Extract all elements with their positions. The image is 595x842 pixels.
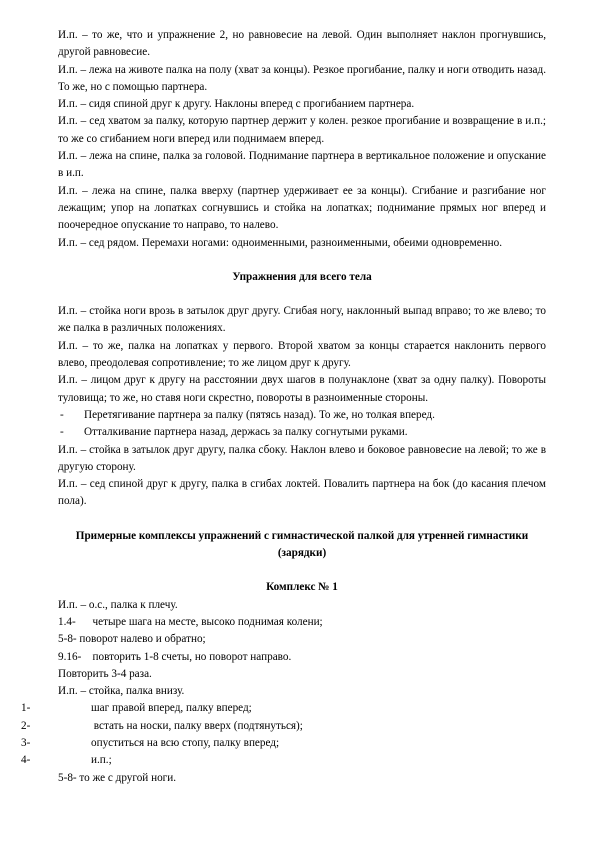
paragraph: И.п. – то же, палка на лопатках у первого. Второй хватом за концы старается наклонить первого влево, преодолевая сопротивление; то же лицом друг к другу. — [58, 339, 546, 370]
numbered-step — [21, 718, 546, 735]
dash-list-item — [58, 424, 546, 441]
paragraph: И.п. – стойка в затылок друг другу, палка сбоку. Наклон влево и боковое равновесие на левой; то же в другую сторону. — [58, 443, 546, 473]
document-page — [21, 27, 546, 787]
step-number: 3- — [21, 736, 31, 749]
numbered-step — [21, 752, 546, 769]
step-text: опуститься на всю стопу, палку вперед; — [91, 736, 280, 749]
paragraph: И.п. – лежа на животе палка на полу (хват за концы). Резкое прогибание, палку и ноги отводить назад. То же, но с помощью партнера. — [58, 63, 546, 93]
numbered-step — [21, 700, 546, 717]
exercise-line: 5-8- то же с другой ноги. — [58, 771, 177, 784]
dash-marker: - — [60, 408, 64, 421]
step-text: шаг правой вперед, палку вперед; — [91, 702, 252, 715]
paragraph: И.п. – сидя спиной друг к другу. Наклоны вперед с прогибанием партнера. — [58, 98, 415, 111]
dash-list-item — [58, 407, 546, 424]
paragraph: И.п. – лежа на спине, палка за головой. Поднимание партнера в вертикальное положение и опускание в и.п. — [58, 150, 546, 180]
step-text: встать на носки, палку вверх (подтянуться); — [91, 719, 303, 732]
paragraph: И.п. – сед спиной друг к другу, палка в сгибах локтей. Повалить партнера на бок (до касания плечом пола). — [58, 478, 546, 508]
exercise-line: Повторить 3-4 раза. — [58, 667, 152, 680]
step-number: 1- — [21, 702, 31, 715]
paragraph: И.п. – сед хватом за палку, которую партнер держит у колен. резкое прогибание и возвращение в и.п.; то же со сгибанием ноги вперед или поднимаем вперед. — [58, 115, 546, 145]
step-text: и.п.; — [91, 754, 112, 767]
paragraph: И.п. – то же, что и упражнение 2, но равновесие на левой. Один выполняет наклон прогнувшись, другой равновесие. — [58, 29, 546, 59]
exercise-line: И.п. – о.с., палка к плечу. — [58, 598, 178, 611]
complex-title: Комплекс № 1 — [266, 581, 338, 594]
paragraph: И.п. – сед рядом. Перемахи ногами: одноименными, разноименными, обеими одновременно. — [58, 236, 503, 249]
numbered-step — [21, 735, 546, 752]
dash-marker: - — [60, 426, 64, 439]
section-heading: Упражнения для всего тела — [232, 270, 372, 283]
exercise-line: И.п. – стойка, палка внизу. — [58, 685, 185, 698]
paragraph: И.п. – лежа на спине, палка вверху (партнер удерживает ее за концы). Сгибание и разгибание ног лежащим; упор на лопатках согнувшись и стойка на лопатках; поднимание прямых ног вперед и поочередное опускание то направо, то налево. — [58, 184, 546, 232]
step-number: 2- — [21, 719, 31, 732]
dash-text: Перетягивание партнера за палку (пятясь назад). То же, но толкая вперед. — [84, 408, 435, 421]
paragraph: И.п. – стойка ноги врозь в затылок друг другу. Сгибая ногу, наклонный выпад вправо; то же влево; то же палка в различных положениях. — [58, 305, 546, 335]
exercise-line: 5-8- поворот налево и обратно; — [58, 633, 206, 646]
paragraph: И.п. – лицом друг к другу на расстоянии двух шагов в полунаклоне (хват за одну палку). Повороты туловища; то же, но ставя ноги скрестно, повороты в разноименные стороны. — [58, 374, 546, 404]
step-number: 4- — [21, 754, 31, 767]
exercise-line: 9.16- повторить 1-8 счеты, но поворот направо. — [58, 650, 292, 663]
dash-text: Отталкивание партнера назад, держась за палку согнутыми руками. — [84, 426, 408, 439]
complexes-heading: Примерные комплексы упражнений с гимнастической палкой для утренней гимнастики (зарядки) — [75, 529, 529, 560]
exercise-line: 1.4- четыре шага на месте, высоко поднимая колени; — [58, 615, 323, 628]
